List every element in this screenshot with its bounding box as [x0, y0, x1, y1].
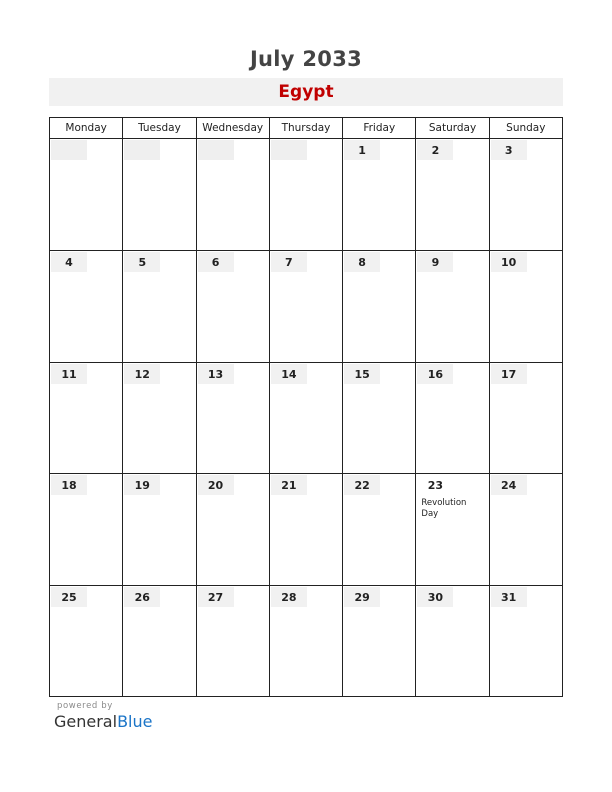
weekday-saturday: Saturday	[415, 118, 488, 138]
day-cell[interactable]	[122, 586, 195, 697]
weekday-monday: Monday	[65, 122, 107, 134]
weekday-header-row	[50, 118, 562, 139]
day-cell[interactable]	[50, 586, 122, 697]
weekday-sunday: Sunday	[489, 118, 562, 138]
day-number-empty	[198, 140, 234, 160]
day-number: 28	[271, 587, 307, 607]
day-number: 24	[491, 475, 527, 495]
day-number: 11	[51, 364, 87, 384]
day-number: 22	[344, 475, 380, 495]
day-cell[interactable]	[489, 139, 562, 250]
day-cell[interactable]	[269, 586, 342, 697]
day-cell[interactable]	[489, 586, 562, 697]
day-number: 7	[271, 252, 307, 272]
weekday-thursday: Thursday	[269, 118, 342, 138]
day-number: 20	[198, 475, 234, 495]
day-cell[interactable]	[415, 251, 488, 362]
day-cell-holiday[interactable]	[415, 474, 488, 585]
day-number: 31	[491, 587, 527, 607]
day-cell[interactable]	[342, 139, 415, 250]
day-cell[interactable]	[342, 363, 415, 474]
holiday-label: Revolution Day	[421, 498, 467, 520]
day-number: 26	[124, 587, 160, 607]
week-row	[50, 139, 562, 250]
day-cell[interactable]	[342, 251, 415, 362]
day-number: 15	[344, 364, 380, 384]
day-cell[interactable]	[50, 363, 122, 474]
day-cell[interactable]	[122, 363, 195, 474]
day-cell[interactable]	[269, 363, 342, 474]
calendar-grid	[49, 117, 563, 697]
day-number: 1	[344, 140, 380, 160]
day-cell[interactable]	[415, 586, 488, 697]
day-number: 13	[198, 364, 234, 384]
week-row	[50, 473, 562, 585]
day-cell[interactable]	[342, 474, 415, 585]
weeks-container	[50, 139, 562, 697]
day-cell-empty	[50, 139, 122, 250]
day-cell[interactable]	[269, 251, 342, 362]
day-number: 18	[51, 475, 87, 495]
calendar-title: July 2033	[249, 47, 363, 71]
day-number: 4	[51, 252, 87, 272]
day-number: 29	[344, 587, 380, 607]
day-cell[interactable]	[415, 139, 488, 250]
day-number: 8	[344, 252, 380, 272]
day-cell[interactable]	[196, 474, 269, 585]
day-number: 25	[51, 587, 87, 607]
day-cell[interactable]	[196, 586, 269, 697]
day-cell[interactable]	[122, 474, 195, 585]
day-number: 12	[124, 364, 160, 384]
day-cell[interactable]	[50, 474, 122, 585]
week-row	[50, 585, 562, 697]
day-number: 10	[491, 252, 527, 272]
day-number: 23	[427, 479, 444, 493]
day-cell[interactable]	[196, 251, 269, 362]
day-cell[interactable]	[415, 363, 488, 474]
day-number-empty	[124, 140, 160, 160]
day-cell[interactable]	[489, 474, 562, 585]
day-cell[interactable]	[269, 474, 342, 585]
day-number: 19	[124, 475, 160, 495]
weekday-wednesday: Wednesday	[196, 118, 269, 138]
generalblue-logo[interactable]	[54, 712, 152, 731]
day-number: 27	[198, 587, 234, 607]
day-cell[interactable]	[50, 251, 122, 362]
weekday-tuesday: Tuesday	[122, 118, 195, 138]
day-number: 17	[491, 364, 527, 384]
day-cell[interactable]	[489, 363, 562, 474]
day-number: 30	[417, 587, 453, 607]
day-number-empty	[271, 140, 307, 160]
day-number: 9	[417, 252, 453, 272]
week-row	[50, 250, 562, 362]
day-cell-empty	[196, 139, 269, 250]
day-cell[interactable]	[489, 251, 562, 362]
day-number: 5	[124, 252, 160, 272]
brand-general: General	[54, 712, 118, 731]
day-number: 3	[491, 140, 527, 160]
day-number: 2	[417, 140, 453, 160]
country-bar	[49, 78, 563, 106]
country-name: Egypt	[278, 82, 334, 102]
powered-by-text: powered by	[57, 701, 113, 711]
day-number-empty	[51, 140, 87, 160]
day-cell[interactable]	[196, 363, 269, 474]
day-cell-empty	[122, 139, 195, 250]
day-number: 21	[271, 475, 307, 495]
day-cell[interactable]	[342, 586, 415, 697]
week-row	[50, 362, 562, 474]
day-number: 16	[417, 364, 453, 384]
day-number: 6	[198, 252, 234, 272]
day-number: 14	[271, 364, 307, 384]
brand-blue: Blue	[117, 712, 153, 731]
day-cell-empty	[269, 139, 342, 250]
day-cell[interactable]	[122, 251, 195, 362]
weekday-friday: Friday	[342, 118, 415, 138]
